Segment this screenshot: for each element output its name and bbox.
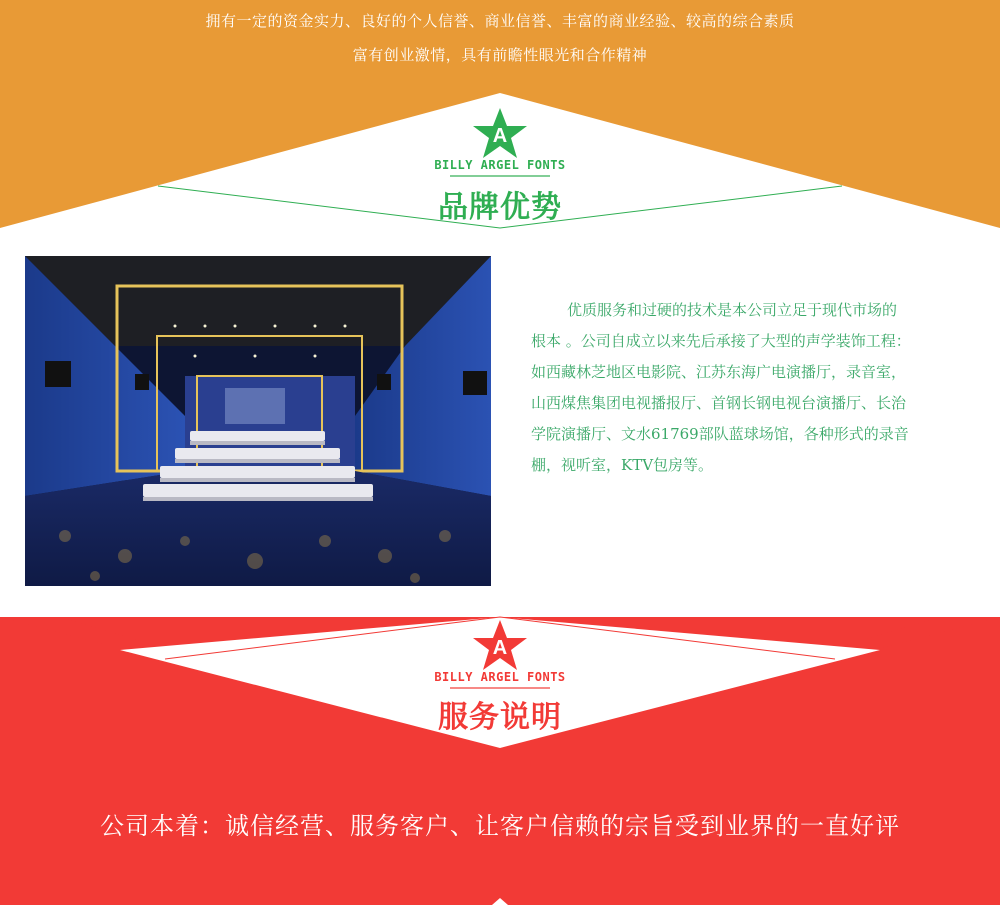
svg-text:A: A bbox=[492, 125, 508, 147]
star-logo-icon bbox=[472, 620, 528, 672]
cinema-photo-illustration bbox=[25, 256, 491, 586]
service-logo bbox=[430, 620, 570, 689]
svg-text:A: A bbox=[492, 637, 508, 659]
brand-logo-underline bbox=[450, 175, 550, 177]
top-banner-line-2: 富有创业激情，具有前瞻性眼光和合作精神 bbox=[352, 46, 648, 64]
cinema-hall-photo bbox=[25, 256, 491, 586]
brand-logo-text: BILLY ARGEL FONTS bbox=[434, 158, 566, 172]
service-slogan: 公司本着：诚信经营、服务客户、让客户信赖的宗旨受到业界的一直好评 bbox=[100, 812, 900, 840]
service-logo-underline bbox=[450, 687, 550, 689]
service-section-title: 服务说明 bbox=[438, 700, 562, 735]
brand-logo bbox=[430, 108, 570, 177]
brand-section-title: 品牌优势 bbox=[438, 190, 562, 225]
top-banner-line-1: 拥有一定的资金实力、良好的个人信誉、商业信誉、丰富的商业经验、较高的综合素质 bbox=[205, 12, 795, 30]
star-logo-icon bbox=[472, 108, 528, 160]
brand-description: 优质服务和过硬的技术是本公司立足于现代市场的根本 。公司自成立以来先后承接了大型的声学装饰工程：如西藏林芝地区电影院、江苏东海广电演播厅，录音室，山西煤焦集团电视播报厅、首钢长钢电视台演播厅、长治学院演播厅、文水61769部队蓝球场馆，各种形式的录音棚，视听室，KTV包房等。 bbox=[531, 301, 911, 474]
service-logo-text: BILLY ARGEL FONTS bbox=[434, 670, 566, 684]
